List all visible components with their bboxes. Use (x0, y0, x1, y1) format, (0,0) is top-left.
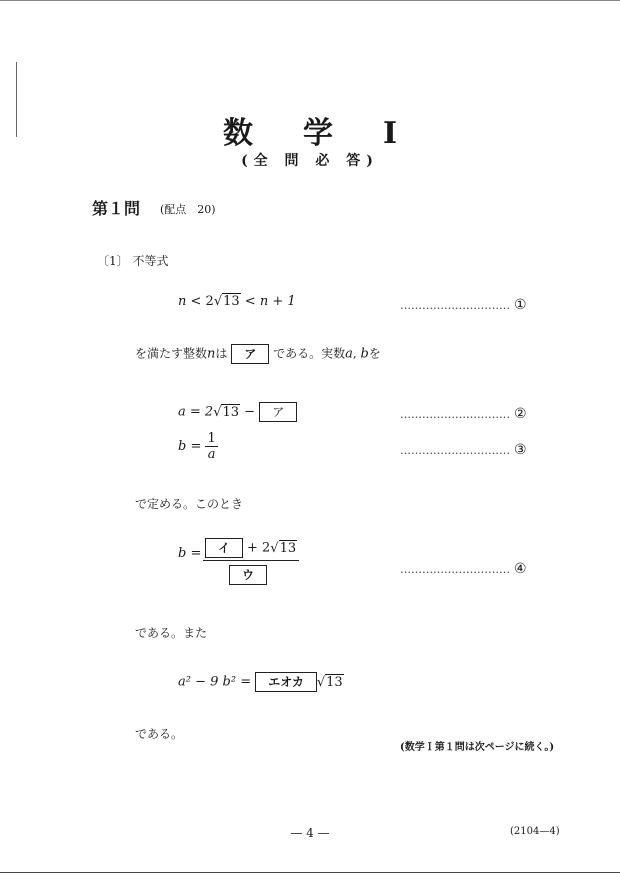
top-border (0, 0, 620, 1)
s1-comma: , (352, 346, 357, 361)
answer-box-u: ウ (229, 565, 267, 585)
s1-b: b (360, 346, 369, 362)
s1-pre: を満たす整数 (135, 346, 208, 361)
continue-note: (数学Ｉ第１問は次ページに続く。) (400, 742, 555, 753)
page-title (0, 108, 620, 152)
sentence-3: である。また (135, 626, 208, 640)
bottom-border (0, 872, 620, 873)
equation-4 (178, 546, 201, 561)
equation-1 (178, 294, 296, 309)
equation-3-number-row: ………………………… ③ (400, 442, 527, 458)
s1-n: n (207, 346, 216, 362)
sentence-1 (135, 344, 381, 364)
eq4-lhs: b = (178, 546, 202, 561)
eq1-n: n (178, 294, 187, 309)
s1-wa: は (215, 346, 228, 361)
s1-a: a (345, 346, 353, 362)
eq2-radicand: 13 (222, 404, 240, 420)
eq1-number: ① (514, 297, 527, 313)
sqrt-symbol: √13 (316, 674, 343, 690)
question-points: (配点 20) (160, 203, 216, 216)
page-subtitle: (全 問 必 答) (241, 153, 379, 169)
eq5-radicand: 13 (326, 674, 343, 690)
eq4-number: ④ (514, 561, 527, 577)
answer-box-a: ア (231, 344, 269, 364)
eq4-numerator (203, 538, 299, 561)
sqrt-symbol: √13 (213, 294, 240, 309)
sentence-4: である。 (135, 727, 184, 741)
sqrt-symbol: √13 (270, 540, 297, 556)
equation-2-number-row: ………………………… ② (400, 406, 527, 422)
eq2-lhs: a = 2 (178, 404, 214, 420)
answer-box-a-ref: ア (259, 402, 297, 422)
eq4-denominator (203, 561, 299, 585)
equation-3 (178, 431, 218, 462)
equation-1-number-row: ………………………… ① (400, 297, 527, 313)
equation-5 (178, 672, 344, 692)
eq5-lhs: a² − 9 b² = (178, 674, 256, 690)
title-char-2: 学 (302, 116, 333, 151)
eq3-lhs: b = (178, 439, 206, 454)
equation-2 (178, 402, 297, 422)
eq3-number: ③ (514, 442, 527, 458)
eq3-denominator: a (207, 447, 216, 462)
equation-4-fraction (203, 538, 299, 585)
eq4-plus: + 2 (242, 540, 271, 556)
answer-box-eokaka: エオカ (255, 672, 317, 692)
part-label: 〔1〕 不等式 (97, 254, 169, 268)
eq3-numerator: 1 (207, 431, 216, 446)
eq2-minus: − (240, 404, 260, 420)
question-heading: 第１問 (92, 199, 141, 218)
title-char-3: I (382, 116, 398, 151)
sentence-2: で定める。このとき (135, 497, 244, 511)
eq2-number: ② (514, 406, 527, 422)
eq1-lt: < 2 (186, 294, 214, 309)
s1-post: である。実数 (273, 346, 346, 361)
eq4-radicand: 13 (279, 540, 297, 556)
s1-wo: を (368, 346, 381, 361)
sqrt-symbol: √13 (213, 404, 240, 420)
eq1-radicand: 13 (223, 294, 240, 309)
title-char-1: 数 (222, 116, 253, 151)
page-number: — 4 — (290, 826, 330, 840)
answer-box-i: イ (205, 538, 243, 558)
equation-4-number-row: ………………………… ④ (400, 561, 527, 577)
eq1-rest: < n + 1 (240, 294, 296, 309)
page-code: (2104—4) (510, 826, 560, 837)
fraction (205, 431, 217, 462)
